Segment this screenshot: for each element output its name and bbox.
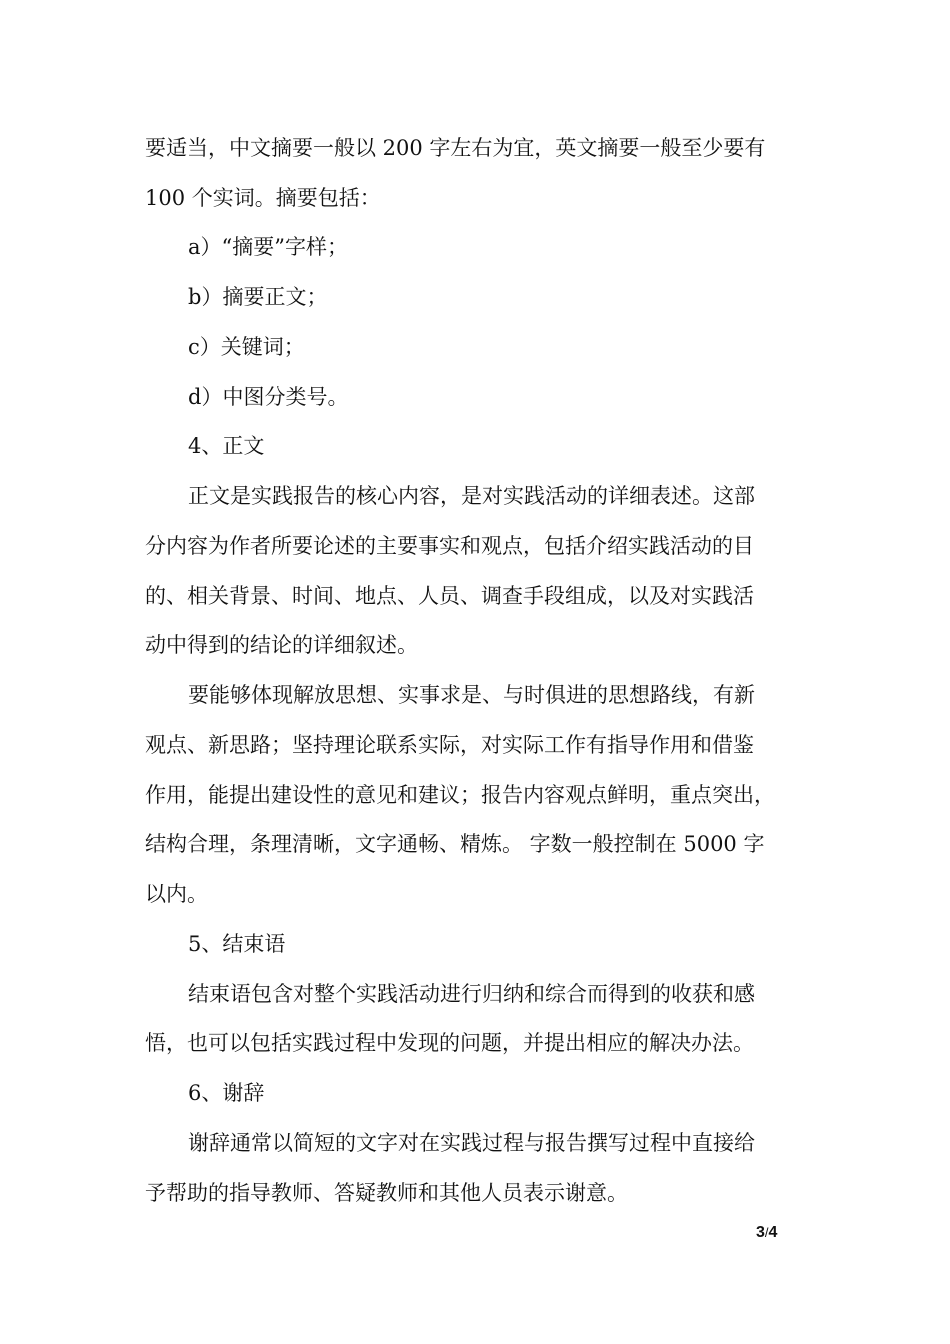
text-line: 分内容为作者所要论述的主要事实和观点，包括介绍实践活动的目	[145, 534, 754, 558]
text-line: 的、相关背景、时间、地点、人员、调查手段组成，以及对实践活	[145, 584, 754, 608]
text-line: 结束语包含对整个实践活动进行归纳和综合而得到的收获和感	[188, 982, 755, 1006]
text-line: 结构合理，条理清晰，文字通畅、精炼。 字数一般控制在 5000 字	[145, 832, 765, 856]
page-separator: /	[764, 1225, 769, 1240]
text-line: 要适当，中文摘要一般以 200 字左右为宜，英文摘要一般至少要有	[145, 136, 766, 160]
total-pages: 4	[768, 1224, 778, 1241]
list-item-c: c）关键词；	[188, 335, 305, 359]
text-line: 悟，也可以包括实践过程中发现的问题，并提出相应的解决办法。	[145, 1031, 754, 1055]
text-line: 谢辞通常以简短的文字对在实践过程与报告撰写过程中直接给	[188, 1131, 755, 1155]
current-page: 3	[756, 1224, 765, 1241]
section-heading-body: 4、正文	[188, 434, 265, 458]
text-line: 动中得到的结论的详细叙述。	[145, 633, 418, 657]
section-heading-conclusion: 5、结束语	[188, 932, 286, 956]
list-item-a: a）“摘要”字样；	[188, 235, 348, 259]
list-item-d: d）中图分类号。	[188, 385, 349, 409]
text-line: 予帮助的指导教师、答疑教师和其他人员表示谢意。	[145, 1181, 628, 1205]
text-line: 作用，能提出建设性的意见和建议；报告内容观点鲜明，重点突出，	[145, 783, 775, 807]
text-line: 100 个实词。摘要包括：	[145, 186, 381, 210]
text-line: 以内。	[145, 882, 208, 906]
text-line: 正文是实践报告的核心内容，是对实践活动的详细表述。这部	[188, 484, 755, 508]
text-line: 要能够体现解放思想、实事求是、与时俱进的思想路线，有新	[188, 683, 755, 707]
section-heading-acknowledgements: 6、谢辞	[188, 1081, 265, 1105]
list-item-b: b）摘要正文；	[188, 285, 328, 309]
text-line: 观点、新思路；坚持理论联系实际，对实际工作有指导作用和借鉴	[145, 733, 754, 757]
page-number	[756, 1224, 777, 1242]
